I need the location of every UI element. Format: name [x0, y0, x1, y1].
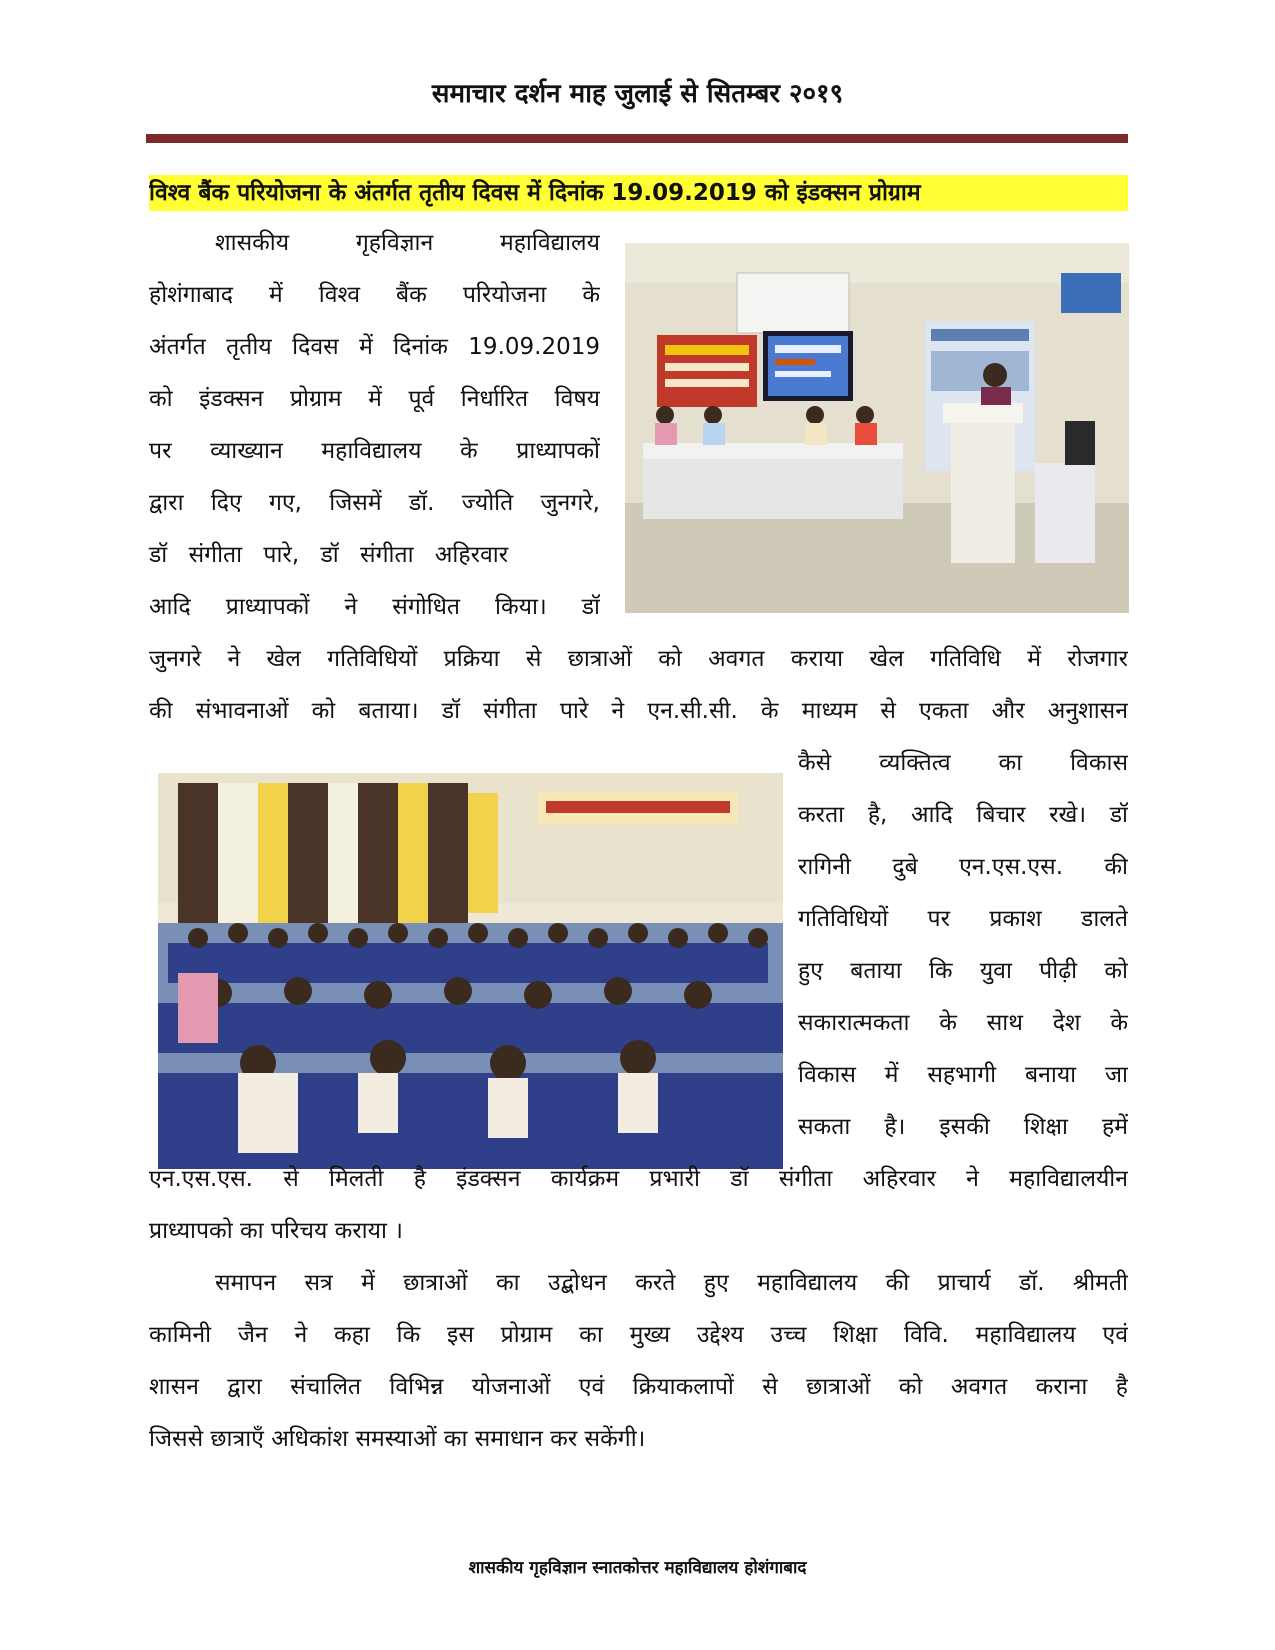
- lecture-hall-photo: [625, 243, 1129, 613]
- title-divider: [146, 134, 1128, 143]
- body-line-19: एन.एस.एस. से मिलती है इंडक्सन कार्यक्रम प्रभारी डॉ संगीता अहिरवार ने महाविद्यालयीन: [149, 1166, 1128, 1192]
- body-line-5: पर व्याख्यान महाविद्यालय के प्राध्यापकों: [149, 438, 600, 464]
- body-line-3: अंतर्गत तृतीय दिवस में दिनांक 19.09.2019: [149, 334, 600, 360]
- footer-college-name: शासकीय गृहविज्ञान स्नातकोत्तर महाविद्यालय होशंगाबाद: [468, 1558, 807, 1578]
- body-line-22: कामिनी जैन ने कहा कि इस प्रोग्राम का मुख्य उद्देश्य उच्च शिक्षा विवि. महाविद्यालय एवं: [149, 1322, 1128, 1348]
- body-line-8: आदि प्राध्यापकों ने संगोधित किया। डॉ: [149, 594, 600, 620]
- body-line-14: गतिविधियों पर प्रकाश डालते: [798, 906, 1128, 932]
- body-line-7: डॉ संगीता पारे, डॉ संगीता अहिरवार: [149, 542, 509, 568]
- body-line-1: शासकीय गृहविज्ञान महाविद्यालय: [215, 230, 600, 256]
- body-line-4: को इंडक्सन प्रोग्राम में पूर्व निर्धारित विषय: [149, 386, 600, 412]
- body-line-18: सकता है। इसकी शिक्षा हमें: [798, 1114, 1128, 1140]
- article-headline: विश्व बैंक परियोजना के अंतर्गत तृतीय दिवस में दिनांक 19.09.2019 को इंडक्सन प्रोग्राम: [149, 175, 1128, 211]
- body-line-10: की संभावनाओं को बताया। डॉ संगीता पारे ने एन.सी.सी. के माध्यम से एकता और अनुशासन: [149, 698, 1128, 724]
- body-line-16: सकारात्मकता के साथ देश के: [798, 1010, 1128, 1036]
- body-line-12: करता है, आदि बिचार रखे। डॉ: [798, 802, 1128, 828]
- body-line-2: होशंगाबाद में विश्व बैंक परियोजना के: [149, 282, 600, 308]
- students-audience-photo: [158, 773, 783, 1169]
- body-line-17: विकास में सहभागी बनाया जा: [798, 1062, 1128, 1088]
- lecture-hall-illustration: [625, 243, 1129, 613]
- body-line-15: हुए बताया कि युवा पीढ़ी को: [798, 958, 1128, 984]
- body-line-24: जिससे छात्राएँ अधिकांश समस्याओं का समाधान कर सकेंगी।: [149, 1426, 646, 1452]
- body-line-6: द्वारा दिए गए, जिसमें डॉ. ज्योति जुनगरे,: [149, 490, 600, 516]
- body-line-23: शासन द्वारा संचालित विभिन्न योजनाओं एवं क्रियाकलापों से छात्राओं को अवगत कराना है: [149, 1374, 1128, 1400]
- body-line-11: कैसे व्यक्तित्व का विकास: [798, 750, 1128, 776]
- page-title: समाचार दर्शन माह जुलाई से सितम्बर २०१९: [431, 79, 844, 109]
- body-line-9: जुनगरे ने खेल गतिविधियों प्रक्रिया से छात्राओं को अवगत कराया खेल गतिविधि में रोजगार: [149, 646, 1128, 672]
- body-line-13: रागिनी दुबे एन.एस.एस. की: [798, 854, 1128, 880]
- body-line-20: प्राध्यापको का परिचय कराया ।: [149, 1218, 403, 1244]
- body-line-21: समापन सत्र में छात्राओं का उद्बोधन करते हुए महाविद्यालय की प्राचार्य डॉ. श्रीमती: [215, 1270, 1128, 1296]
- students-illustration: [158, 773, 783, 1169]
